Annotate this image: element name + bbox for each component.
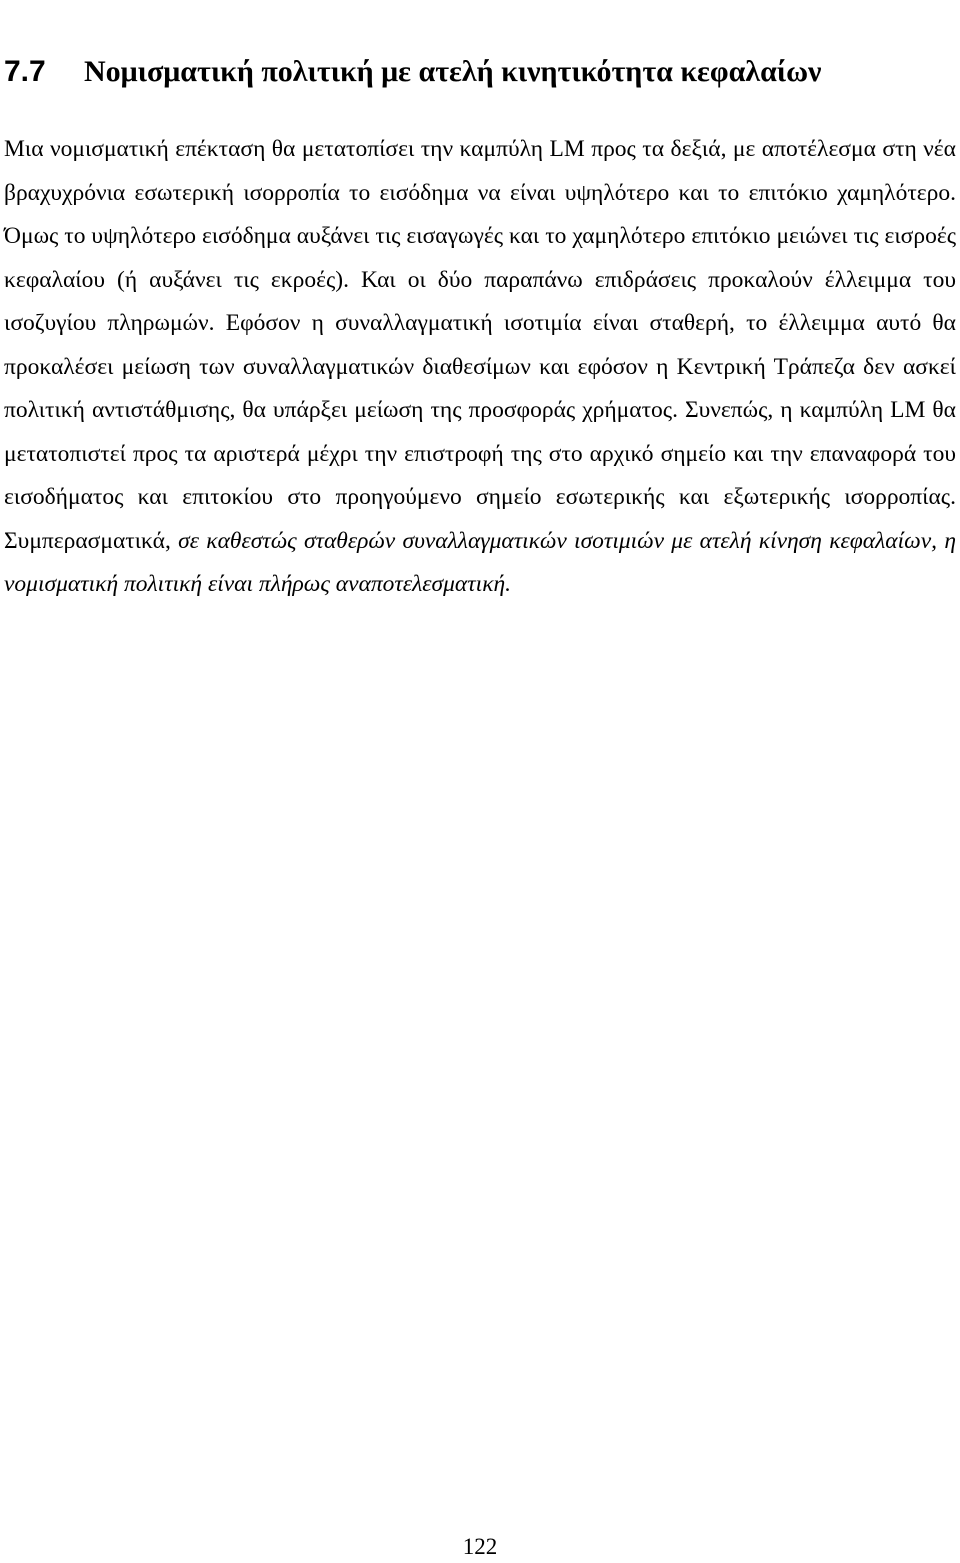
section-heading: [4, 52, 956, 92]
section-number: 7.7: [4, 55, 46, 88]
page-number: 122: [462, 1534, 498, 1559]
section-title: Νομισματική πολιτική με ατελή κινητικότητα κεφαλαίων: [84, 55, 822, 88]
paragraph-conclusion: σε καθεστώς σταθερών συναλλαγματικών ισοτιμιών με ατελή κίνηση κεφαλαίων, η νομισματική πολιτική είναι πλήρως αναποτελεσματική.: [4, 527, 956, 597]
body-paragraph: [4, 128, 956, 607]
paragraph-text: Μια νομισματική επέκταση θα μετατοπίσει την καμπύλη LM προς τα δεξιά, με αποτέλεσμα στη νέα βραχυχρόνια εσωτερική ισορροπία το εισόδημα να είναι υψηλότερο και το επιτόκιο χαμηλότερο. Όμως το υψηλότερο εισόδημα αυξάνει τις εισαγωγές και το χαμηλότερο επιτόκιο μειώνει τις εισροές κεφαλαίου (ή αυξάνει τις εκροές). Και οι δύο παραπάνω επιδράσεις προκαλούν έλλειμμα του ισοζυγίου πληρωμών. Εφόσον η συναλλαγματική ισοτιμία είναι σταθερή, το έλλειμμα αυτό θα προκαλέσει μείωση των συναλλαγματικών διαθεσίμων και εφόσον η Κεντρική Τράπεζα δεν ασκεί πολιτική αντιστάθμισης, θα υπάρξει μείωση της προσφοράς χρήματος. Συνεπώς, η καμπύλη LM θα μετατοπιστεί προς τα αριστερά μέχρι την επιστροφή της στο αρχικό σημείο και την επαναφορά του εισοδήματος και επιτοκίου στο προηγούμενο σημείο εσωτερικής και εξωτερικής ισορροπίας. Συμπερασματικά,: [4, 136, 956, 554]
